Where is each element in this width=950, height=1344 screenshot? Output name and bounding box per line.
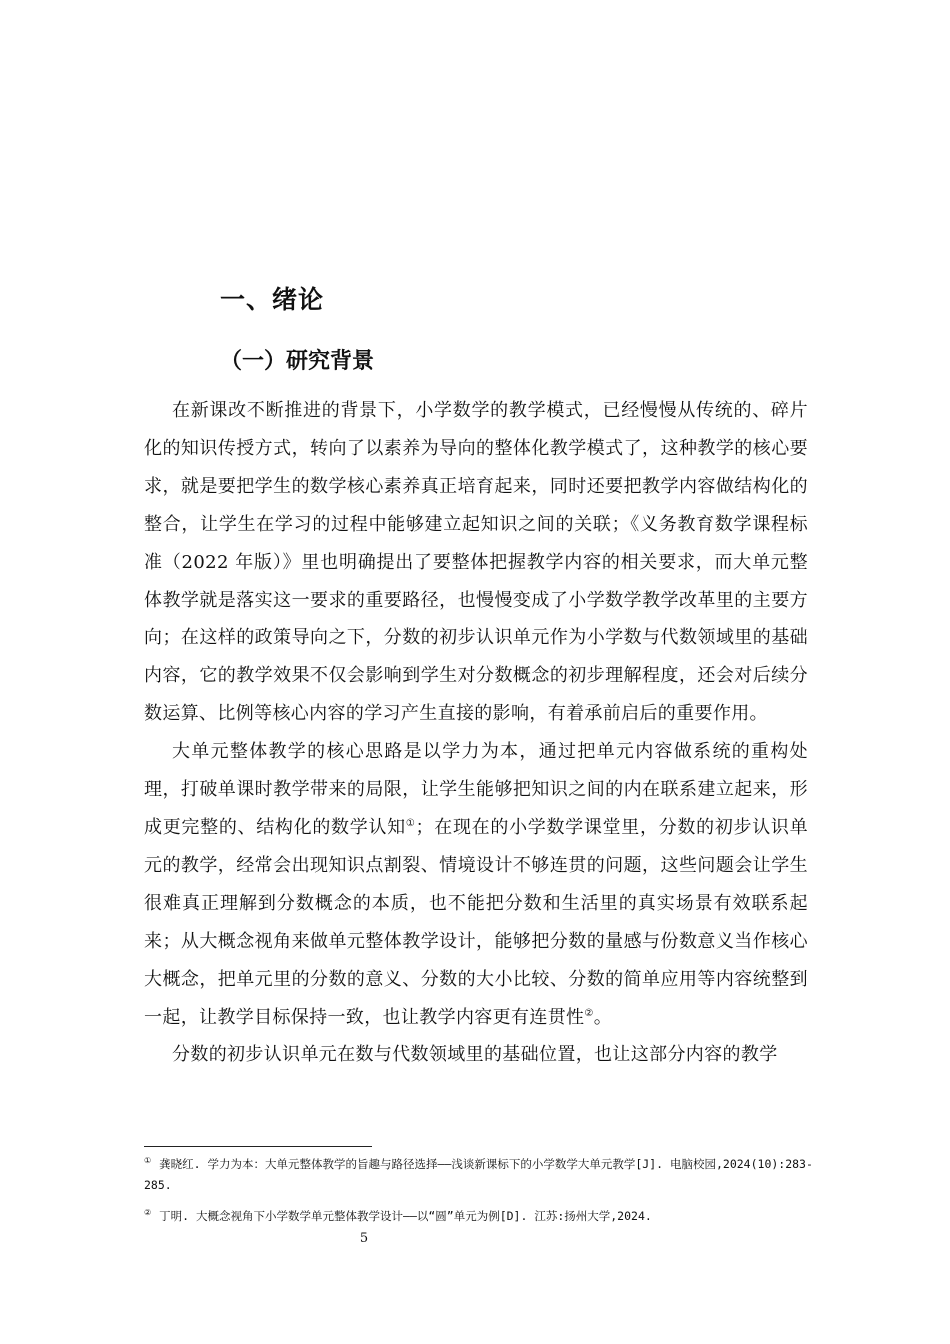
footnote-2 [144,1206,814,1227]
paragraph-text: 分数的初步认识单元在数与代数领域里的基础位置，也让这部分内容的教学 [172,1044,778,1066]
footnote-ref-1[interactable]: ① [405,817,416,829]
paragraph-text: ；在现在的小学数学课堂里，分数的初步认识单元的教学，经常会出现知识点割裂、情境设计不够连贯的问题，这些问题会让学生很难真正理解到分数概念的本质，也不能把分数和生活里的真实场景有效联系起来；从大概念视角来做单元整体教学设计，能够把分数的量感与份数意义当作核心大概念，把单元里的分数的意义、分数的大小比较、分数的简单应用等内容统整到一起，让教学目标保持一致，也让教学内容更有连贯性 [144,816,808,1028]
footnote-separator [144,1146,372,1147]
section-heading: （一）研究背景 [220,349,375,374]
paragraph-text: 在新课改不断推进的背景下，小学数学的教学模式，已经慢慢从传统的、碎片化的知识传授方式，转向了以素养为导向的整体化教学模式了，这种教学的核心要求，就是要把学生的数学核心素养真正培育起来，同时还要把教学内容做结构化的整合，让学生在学习的过程中能够建立起知识之间的关联；《义务教育数学课程标准（2022 年版）》里也明确提出了要整体把握教学内容的相关要求，而大单元整体教学就是落实这一要求的重要路径，也慢慢变成了小学数学教学改革里的主要方向；在这样的政策导向之下，分数的初步认识单元作为小学数与代数领域里的基础内容，它的教学效果不仅会影响到学生对分数概念的初步理解程度，还会对后续分数运算、比例等核心内容的学习产生直接的影响，有着承前启后的重要作用。 [144,400,808,725]
body-text [144,392,808,1074]
footnote-text: 丁明. 大概念视角下小学数学单元整体教学设计——以“圆”单元为例[D]. 江苏:扬州大学,2024. [159,1209,652,1223]
paragraph-text: 。 [593,1006,613,1028]
footnote-mark: ② [144,1208,152,1218]
paragraph-3 [144,1036,808,1074]
footnote-1 [144,1154,814,1196]
chapter-heading: 一、绪论 [220,285,325,314]
footnote-mark: ① [144,1156,152,1166]
paragraph-text: 大单元整体教学的核心思路是以学力为本，通过把单元内容做系统的重构处理，打破单课时教学带来的局限，让学生能够把知识之间的内在联系建立起来，形成更完整的、结构化的数学认知 [144,741,808,838]
paragraph-1 [144,392,808,733]
footnote-text: 龚晓红. 学力为本：大单元整体教学的旨趣与路径选择——浅谈新课标下的小学数学大单元教学[J]. 电脑校园,2024(10):283-285. [144,1157,813,1192]
footnotes [144,1154,814,1237]
footnote-ref-2[interactable]: ② [584,1007,594,1019]
page-number: 5 [359,1231,369,1246]
paragraph-2 [144,733,808,1036]
